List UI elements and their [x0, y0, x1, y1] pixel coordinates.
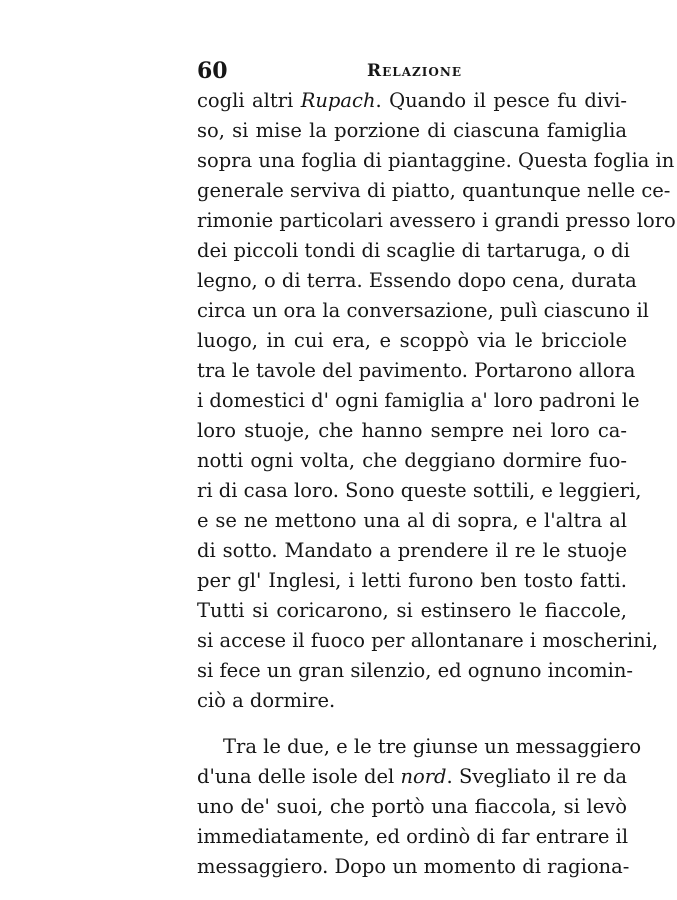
- text-line: [197, 476, 642, 506]
- paragraph: [197, 732, 642, 882]
- text-run: dei piccoli tondi di scaglie di tartaruga, o di: [197, 239, 630, 262]
- text-run: so, si mise la porzione di ciascuna famiglia: [197, 119, 627, 142]
- text-line: [197, 416, 627, 446]
- text-run: cogli altri: [197, 89, 301, 112]
- page-number: 60: [197, 58, 228, 84]
- text-line: [197, 326, 627, 356]
- text-run: immediatamente, ed ordinò di far entrare il: [197, 825, 629, 848]
- text-run: messaggiero. Dopo un momento di ragiona-: [197, 855, 630, 878]
- text-run: i domestici d' ogni famiglia a' loro padroni le: [197, 389, 640, 412]
- text-line: [197, 86, 627, 116]
- body-text: [197, 86, 676, 882]
- text-line: [197, 206, 676, 236]
- text-run: . Quando il pesce fu divi-: [375, 89, 627, 112]
- text-run: sopra una foglia di piantaggine. Questa foglia in: [197, 149, 675, 172]
- text-line: [197, 566, 627, 596]
- text-line: [197, 656, 633, 686]
- text-line: [197, 176, 671, 206]
- text-line: [197, 386, 640, 416]
- text-run: di sotto. Mandato a prendere il re le stuoje: [197, 539, 627, 562]
- text-line: [197, 762, 627, 792]
- text-line: [197, 266, 637, 296]
- text-line: [197, 626, 659, 656]
- text-run: per gl' Inglesi, i letti furono ben tosto fatti.: [197, 569, 627, 592]
- text-run: loro stuoje, che hanno sempre nei loro ca-: [197, 419, 627, 442]
- text-run: ciò a dormire.: [197, 689, 336, 712]
- text-line: [197, 822, 627, 852]
- text-line: [197, 236, 630, 266]
- page-header: [197, 58, 627, 88]
- text-line: [197, 356, 636, 386]
- text-run: Tutti si coricarono, si estinsero le fiaccole,: [197, 599, 627, 622]
- text-line: [197, 686, 627, 716]
- paragraph-gap: [197, 716, 627, 732]
- text-line: [197, 536, 627, 566]
- text-line: [197, 792, 627, 822]
- text-run: Tra le due, e le tre giunse un messaggiero: [223, 735, 642, 758]
- text-line: [197, 446, 627, 476]
- text-line: [197, 296, 649, 326]
- text-run: generale serviva di piatto, quantunque nelle ce-: [197, 179, 671, 202]
- text-run: . Svegliato il re da: [446, 765, 628, 788]
- text-line: [197, 596, 627, 626]
- italic-term: Rupach: [300, 89, 376, 112]
- text-line: [197, 146, 675, 176]
- text-run: uno de' suoi, che portò una fiaccola, si levò: [197, 795, 627, 818]
- text-run: d'una delle isole del: [197, 765, 401, 788]
- text-line: [197, 116, 627, 146]
- text-run: notti ogni volta, che deggiano dormire fuo-: [197, 449, 627, 472]
- text-line: [197, 852, 630, 882]
- text-run: tra le tavole del pavimento. Portarono allora: [197, 359, 636, 382]
- text-run: rimonie particolari avessero i grandi presso loro: [197, 209, 676, 232]
- text-line: [197, 506, 627, 536]
- text-run: luogo, in cui era, e scoppò via le bricciole: [197, 329, 627, 352]
- paragraph: [197, 86, 676, 716]
- text-line: [197, 732, 642, 762]
- text-run: si fece un gran silenzio, ed ognuno incomin-: [197, 659, 633, 682]
- text-run: ri di casa loro. Sono queste sottili, e leggieri,: [197, 479, 642, 502]
- text-run: circa un ora la conversazione, pulì ciascuno il: [197, 299, 649, 322]
- text-run: e se ne mettono una al di sopra, e l'altra al: [197, 509, 627, 532]
- text-run: legno, o di terra. Essendo dopo cena, durata: [197, 269, 637, 292]
- running-head: Relazione: [367, 61, 462, 81]
- italic-term: nord: [400, 765, 447, 788]
- text-run: si accese il fuoco per allontanare i moscherini,: [197, 629, 659, 652]
